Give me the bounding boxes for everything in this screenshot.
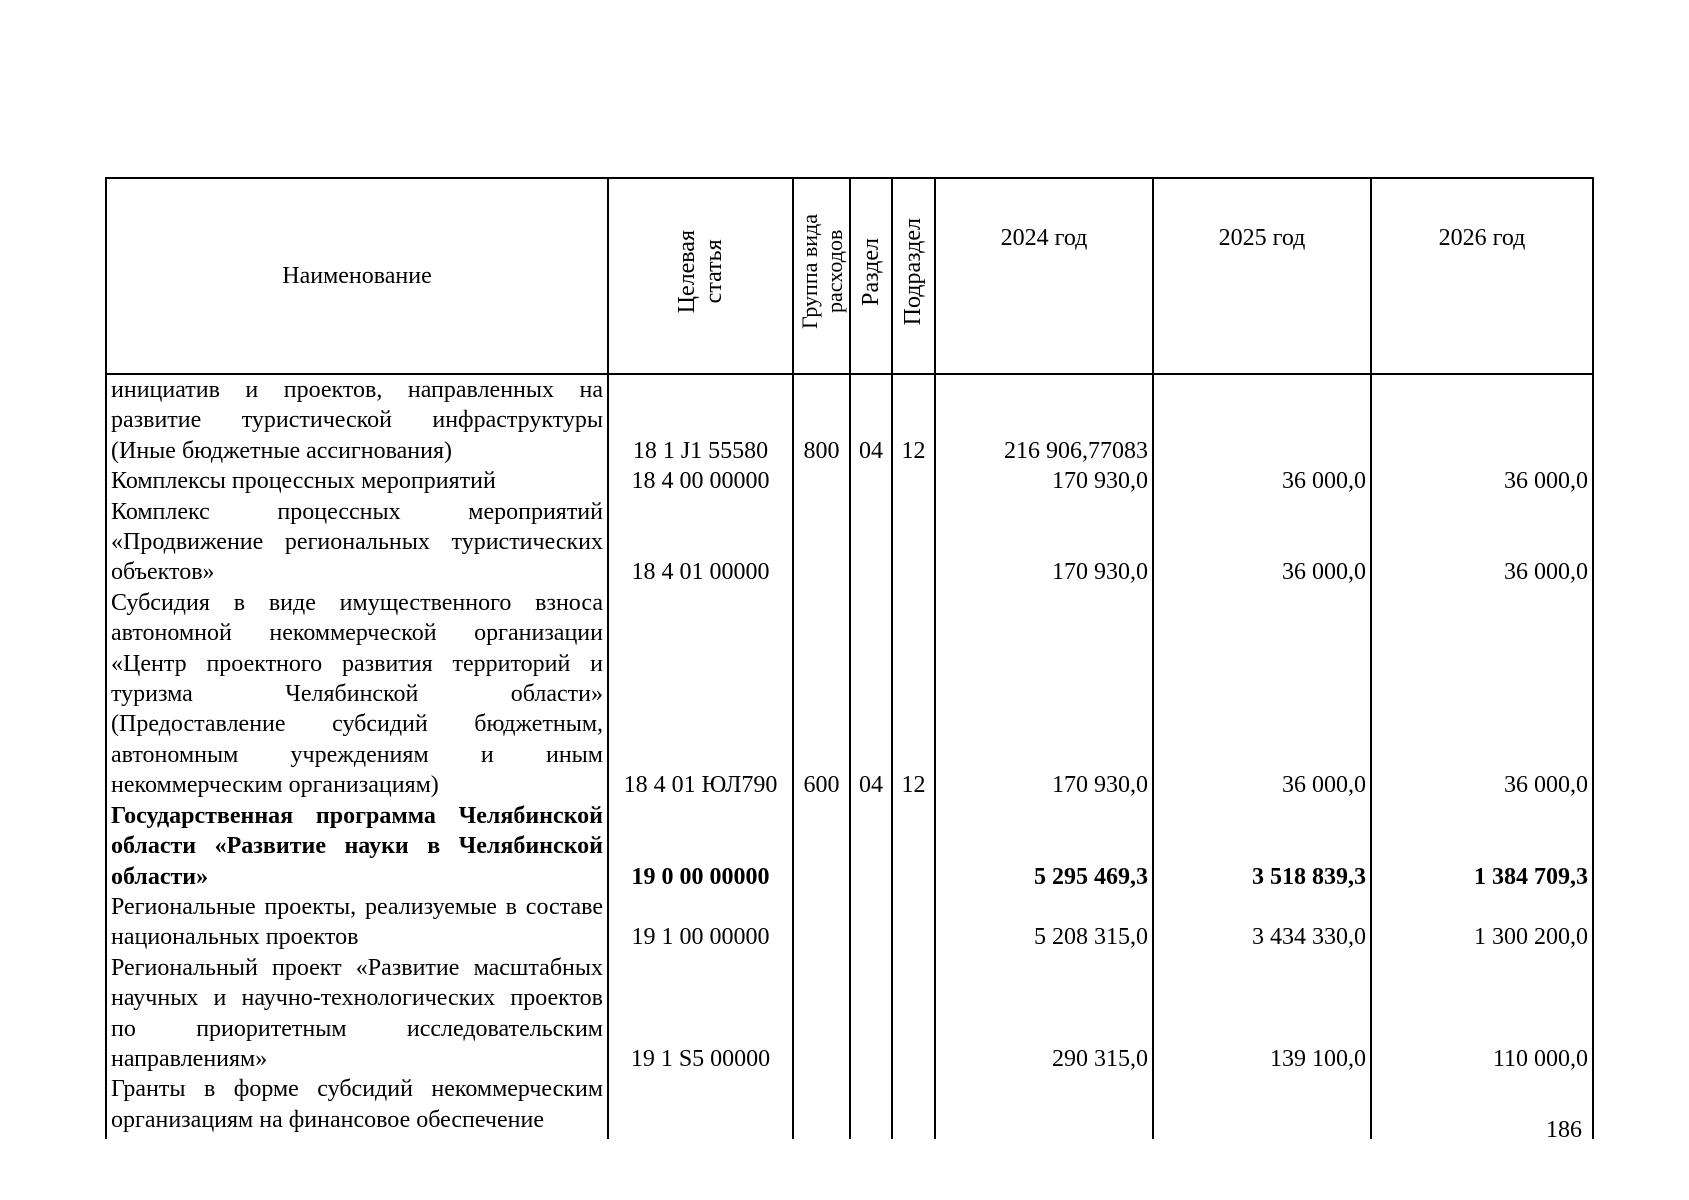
cell-2024: 216 906,77083	[935, 374, 1153, 466]
cell-name: Региональные проекты, реализуемые в составе национальных проектов	[106, 892, 608, 953]
table-row	[106, 953, 1593, 1075]
header-name: Наименование	[106, 178, 608, 374]
cell-2026: 110 000,0	[1371, 953, 1593, 1075]
cell-section: 04	[850, 588, 892, 801]
budget-table	[105, 177, 1594, 1139]
cell-2026: 36 000,0	[1371, 466, 1593, 496]
table-row	[106, 1074, 1593, 1139]
header-expense-group: Группа вида расходов	[793, 178, 850, 374]
cell-target-article: 19 1 00 00000	[608, 892, 793, 953]
header-target-article: Целевая статья	[608, 178, 793, 374]
cell-section	[850, 1074, 892, 1139]
cell-section	[850, 497, 892, 588]
cell-subsection	[892, 497, 935, 588]
table-row	[106, 588, 1593, 801]
cell-target-article: 18 4 00 00000	[608, 466, 793, 496]
table-body	[106, 374, 1593, 1139]
table-row	[106, 801, 1593, 892]
cell-2026: 1 300 200,0	[1371, 892, 1593, 953]
table-row	[106, 374, 1593, 466]
cell-expense-group	[793, 1074, 850, 1139]
cell-section	[850, 892, 892, 953]
cell-2026: 1 384 709,3	[1371, 801, 1593, 892]
cell-2025	[1153, 1074, 1371, 1139]
cell-target-article	[608, 1074, 793, 1139]
cell-2026	[1371, 374, 1593, 466]
cell-2024: 5 208 315,0	[935, 892, 1153, 953]
cell-2026: 36 000,0	[1371, 588, 1593, 801]
table-row	[106, 497, 1593, 588]
cell-2025: 3 518 839,3	[1153, 801, 1371, 892]
table-row	[106, 466, 1593, 496]
cell-subsection	[892, 466, 935, 496]
cell-section	[850, 953, 892, 1075]
cell-subsection: 12	[892, 374, 935, 466]
header-2024: 2024 год	[935, 178, 1153, 374]
cell-2024	[935, 1074, 1153, 1139]
cell-expense-group: 800	[793, 374, 850, 466]
cell-target-article: 18 4 01 ЮЛ790	[608, 588, 793, 801]
cell-target-article: 18 1 J1 55580	[608, 374, 793, 466]
cell-subsection	[892, 1074, 935, 1139]
cell-2026: 36 000,0	[1371, 497, 1593, 588]
cell-name: Комплекс процессных мероприятий «Продвижение региональных туристических объектов»	[106, 497, 608, 588]
cell-expense-group: 600	[793, 588, 850, 801]
cell-name: Гранты в форме субсидий некоммерческим организациям на финансовое обеспечение	[106, 1074, 608, 1139]
cell-section	[850, 466, 892, 496]
cell-expense-group	[793, 466, 850, 496]
cell-expense-group	[793, 801, 850, 892]
cell-section: 04	[850, 374, 892, 466]
cell-2025	[1153, 374, 1371, 466]
cell-2025: 36 000,0	[1153, 466, 1371, 496]
cell-2024: 290 315,0	[935, 953, 1153, 1075]
page-number: 186	[1546, 1117, 1582, 1143]
cell-target-article: 19 1 S5 00000	[608, 953, 793, 1075]
cell-subsection	[892, 953, 935, 1075]
cell-2024: 170 930,0	[935, 588, 1153, 801]
cell-2025: 36 000,0	[1153, 588, 1371, 801]
cell-subsection	[892, 801, 935, 892]
cell-2024: 170 930,0	[935, 497, 1153, 588]
cell-section	[850, 801, 892, 892]
cell-2025: 36 000,0	[1153, 497, 1371, 588]
header-subsection: Подраздел	[892, 178, 935, 374]
cell-name: Государственная программа Челябинской области «Развитие науки в Челябинской области»	[106, 801, 608, 892]
cell-expense-group	[793, 497, 850, 588]
header-2025: 2025 год	[1153, 178, 1371, 374]
cell-target-article: 19 0 00 00000	[608, 801, 793, 892]
table-row	[106, 892, 1593, 953]
header-2026: 2026 год	[1371, 178, 1593, 374]
cell-2024: 170 930,0	[935, 466, 1153, 496]
cell-subsection: 12	[892, 588, 935, 801]
cell-name: инициатив и проектов, направленных на развитие туристической инфраструктуры (Иные бюджетные ассигнования)	[106, 374, 608, 466]
cell-2025: 139 100,0	[1153, 953, 1371, 1075]
header-section: Раздел	[850, 178, 892, 374]
cell-target-article: 18 4 01 00000	[608, 497, 793, 588]
cell-subsection	[892, 892, 935, 953]
cell-expense-group	[793, 892, 850, 953]
cell-2025: 3 434 330,0	[1153, 892, 1371, 953]
cell-name: Субсидия в виде имущественного взноса автономной некоммерческой организации «Центр проектного развития территорий и туризма Челябинской области» (Предоставление субсидий бюджетным, автономным учреждениям и иным некоммерческим организациям)	[106, 588, 608, 801]
cell-name: Региональный проект «Развитие масштабных научных и научно-технологических проектов по приоритетным исследовательским направлениям»	[106, 953, 608, 1075]
cell-2024: 5 295 469,3	[935, 801, 1153, 892]
cell-name: Комплексы процессных мероприятий	[106, 466, 608, 496]
table-header-row	[106, 178, 1593, 374]
cell-expense-group	[793, 953, 850, 1075]
